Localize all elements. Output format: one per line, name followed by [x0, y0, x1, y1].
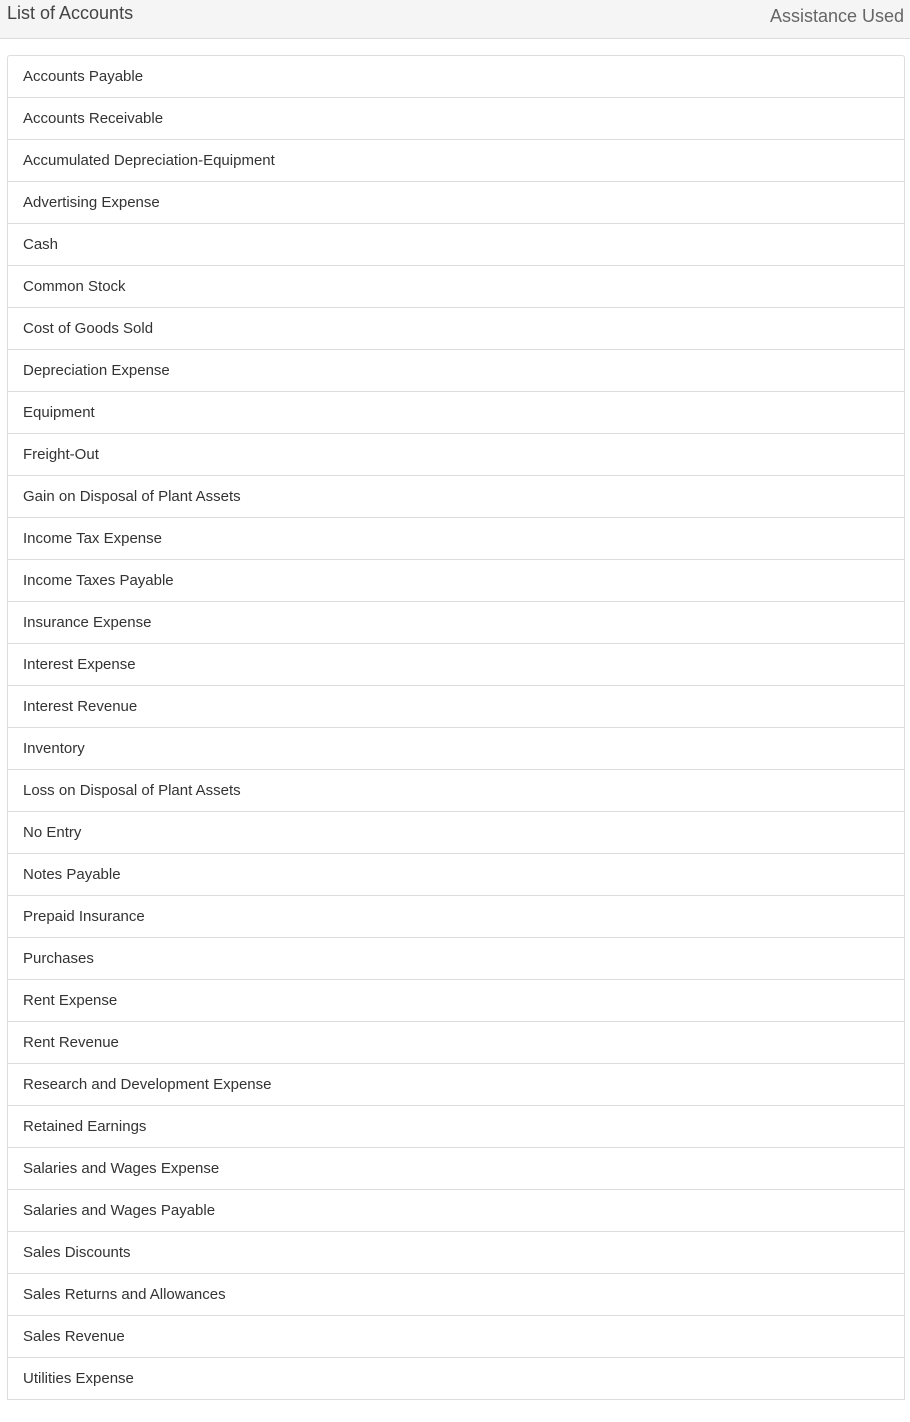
- account-label: Sales Returns and Allowances: [23, 1286, 226, 1303]
- account-list-item[interactable]: [7, 1357, 905, 1400]
- account-list-item[interactable]: [7, 223, 905, 266]
- account-label: Loss on Disposal of Plant Assets: [23, 782, 241, 799]
- account-label: Sales Discounts: [23, 1244, 131, 1261]
- account-list-item[interactable]: [7, 55, 905, 98]
- account-label: Notes Payable: [23, 866, 121, 883]
- account-list-item[interactable]: [7, 559, 905, 602]
- account-label: Common Stock: [23, 278, 126, 295]
- account-label: Salaries and Wages Payable: [23, 1202, 216, 1219]
- account-list-item[interactable]: [7, 433, 905, 476]
- account-list-item[interactable]: [7, 349, 905, 392]
- accounts-list: [7, 55, 905, 1400]
- account-list-item[interactable]: [7, 1231, 905, 1274]
- account-list-item[interactable]: [7, 1273, 905, 1316]
- account-label: Gain on Disposal of Plant Assets: [23, 488, 241, 505]
- account-label: Income Tax Expense: [23, 530, 162, 547]
- account-list-item[interactable]: [7, 1021, 905, 1064]
- account-list-item[interactable]: [7, 811, 905, 854]
- account-list-item[interactable]: [7, 517, 905, 560]
- account-list-item[interactable]: [7, 307, 905, 350]
- account-label: Retained Earnings: [23, 1118, 147, 1135]
- account-label: Purchases: [23, 950, 94, 967]
- account-list-item[interactable]: [7, 769, 905, 812]
- account-list-item[interactable]: [7, 727, 905, 770]
- account-list-item[interactable]: [7, 391, 905, 434]
- account-list-item[interactable]: [7, 601, 905, 644]
- account-list-item[interactable]: [7, 685, 905, 728]
- account-list-item[interactable]: [7, 853, 905, 896]
- account-list-item[interactable]: [7, 979, 905, 1022]
- account-label: Accounts Receivable: [23, 110, 164, 127]
- account-label: No Entry: [23, 824, 82, 841]
- account-label: Research and Development Expense: [23, 1076, 272, 1093]
- account-list-item[interactable]: [7, 895, 905, 938]
- account-label: Sales Revenue: [23, 1328, 125, 1345]
- account-label: Equipment: [23, 404, 95, 421]
- account-label: Income Taxes Payable: [23, 572, 174, 589]
- account-label: Depreciation Expense: [23, 362, 170, 379]
- account-list-item[interactable]: [7, 1315, 905, 1358]
- account-list-item[interactable]: [7, 1063, 905, 1106]
- account-list-item[interactable]: [7, 265, 905, 308]
- account-label: Interest Expense: [23, 656, 136, 673]
- page-title: List of Accounts: [7, 3, 134, 23]
- account-label: Rent Expense: [23, 992, 118, 1009]
- account-list-item[interactable]: [7, 97, 905, 140]
- account-list-item[interactable]: [7, 937, 905, 980]
- account-list-item[interactable]: [7, 475, 905, 518]
- account-label: Freight-Out: [23, 446, 99, 463]
- account-label: Accumulated Depreciation-Equipment: [23, 152, 275, 169]
- account-label: Utilities Expense: [23, 1370, 134, 1387]
- account-list-item[interactable]: [7, 1189, 905, 1232]
- account-label: Salaries and Wages Expense: [23, 1160, 220, 1177]
- account-label: Interest Revenue: [23, 698, 138, 715]
- account-list-item[interactable]: [7, 139, 905, 182]
- account-label: Cost of Goods Sold: [23, 320, 154, 337]
- account-list-item[interactable]: [7, 643, 905, 686]
- account-label: Inventory: [23, 740, 85, 757]
- account-label: Advertising Expense: [23, 194, 160, 211]
- account-label: Rent Revenue: [23, 1034, 119, 1051]
- account-label: Prepaid Insurance: [23, 908, 145, 925]
- account-label: Accounts Payable: [23, 68, 144, 85]
- accounts-header: [0, 0, 910, 39]
- account-label: Cash: [23, 236, 59, 253]
- account-list-item[interactable]: [7, 1105, 905, 1148]
- account-list-item[interactable]: [7, 1147, 905, 1190]
- account-label: Insurance Expense: [23, 614, 152, 631]
- account-list-item[interactable]: [7, 181, 905, 224]
- assistance-used-label: Assistance Used: [769, 6, 904, 26]
